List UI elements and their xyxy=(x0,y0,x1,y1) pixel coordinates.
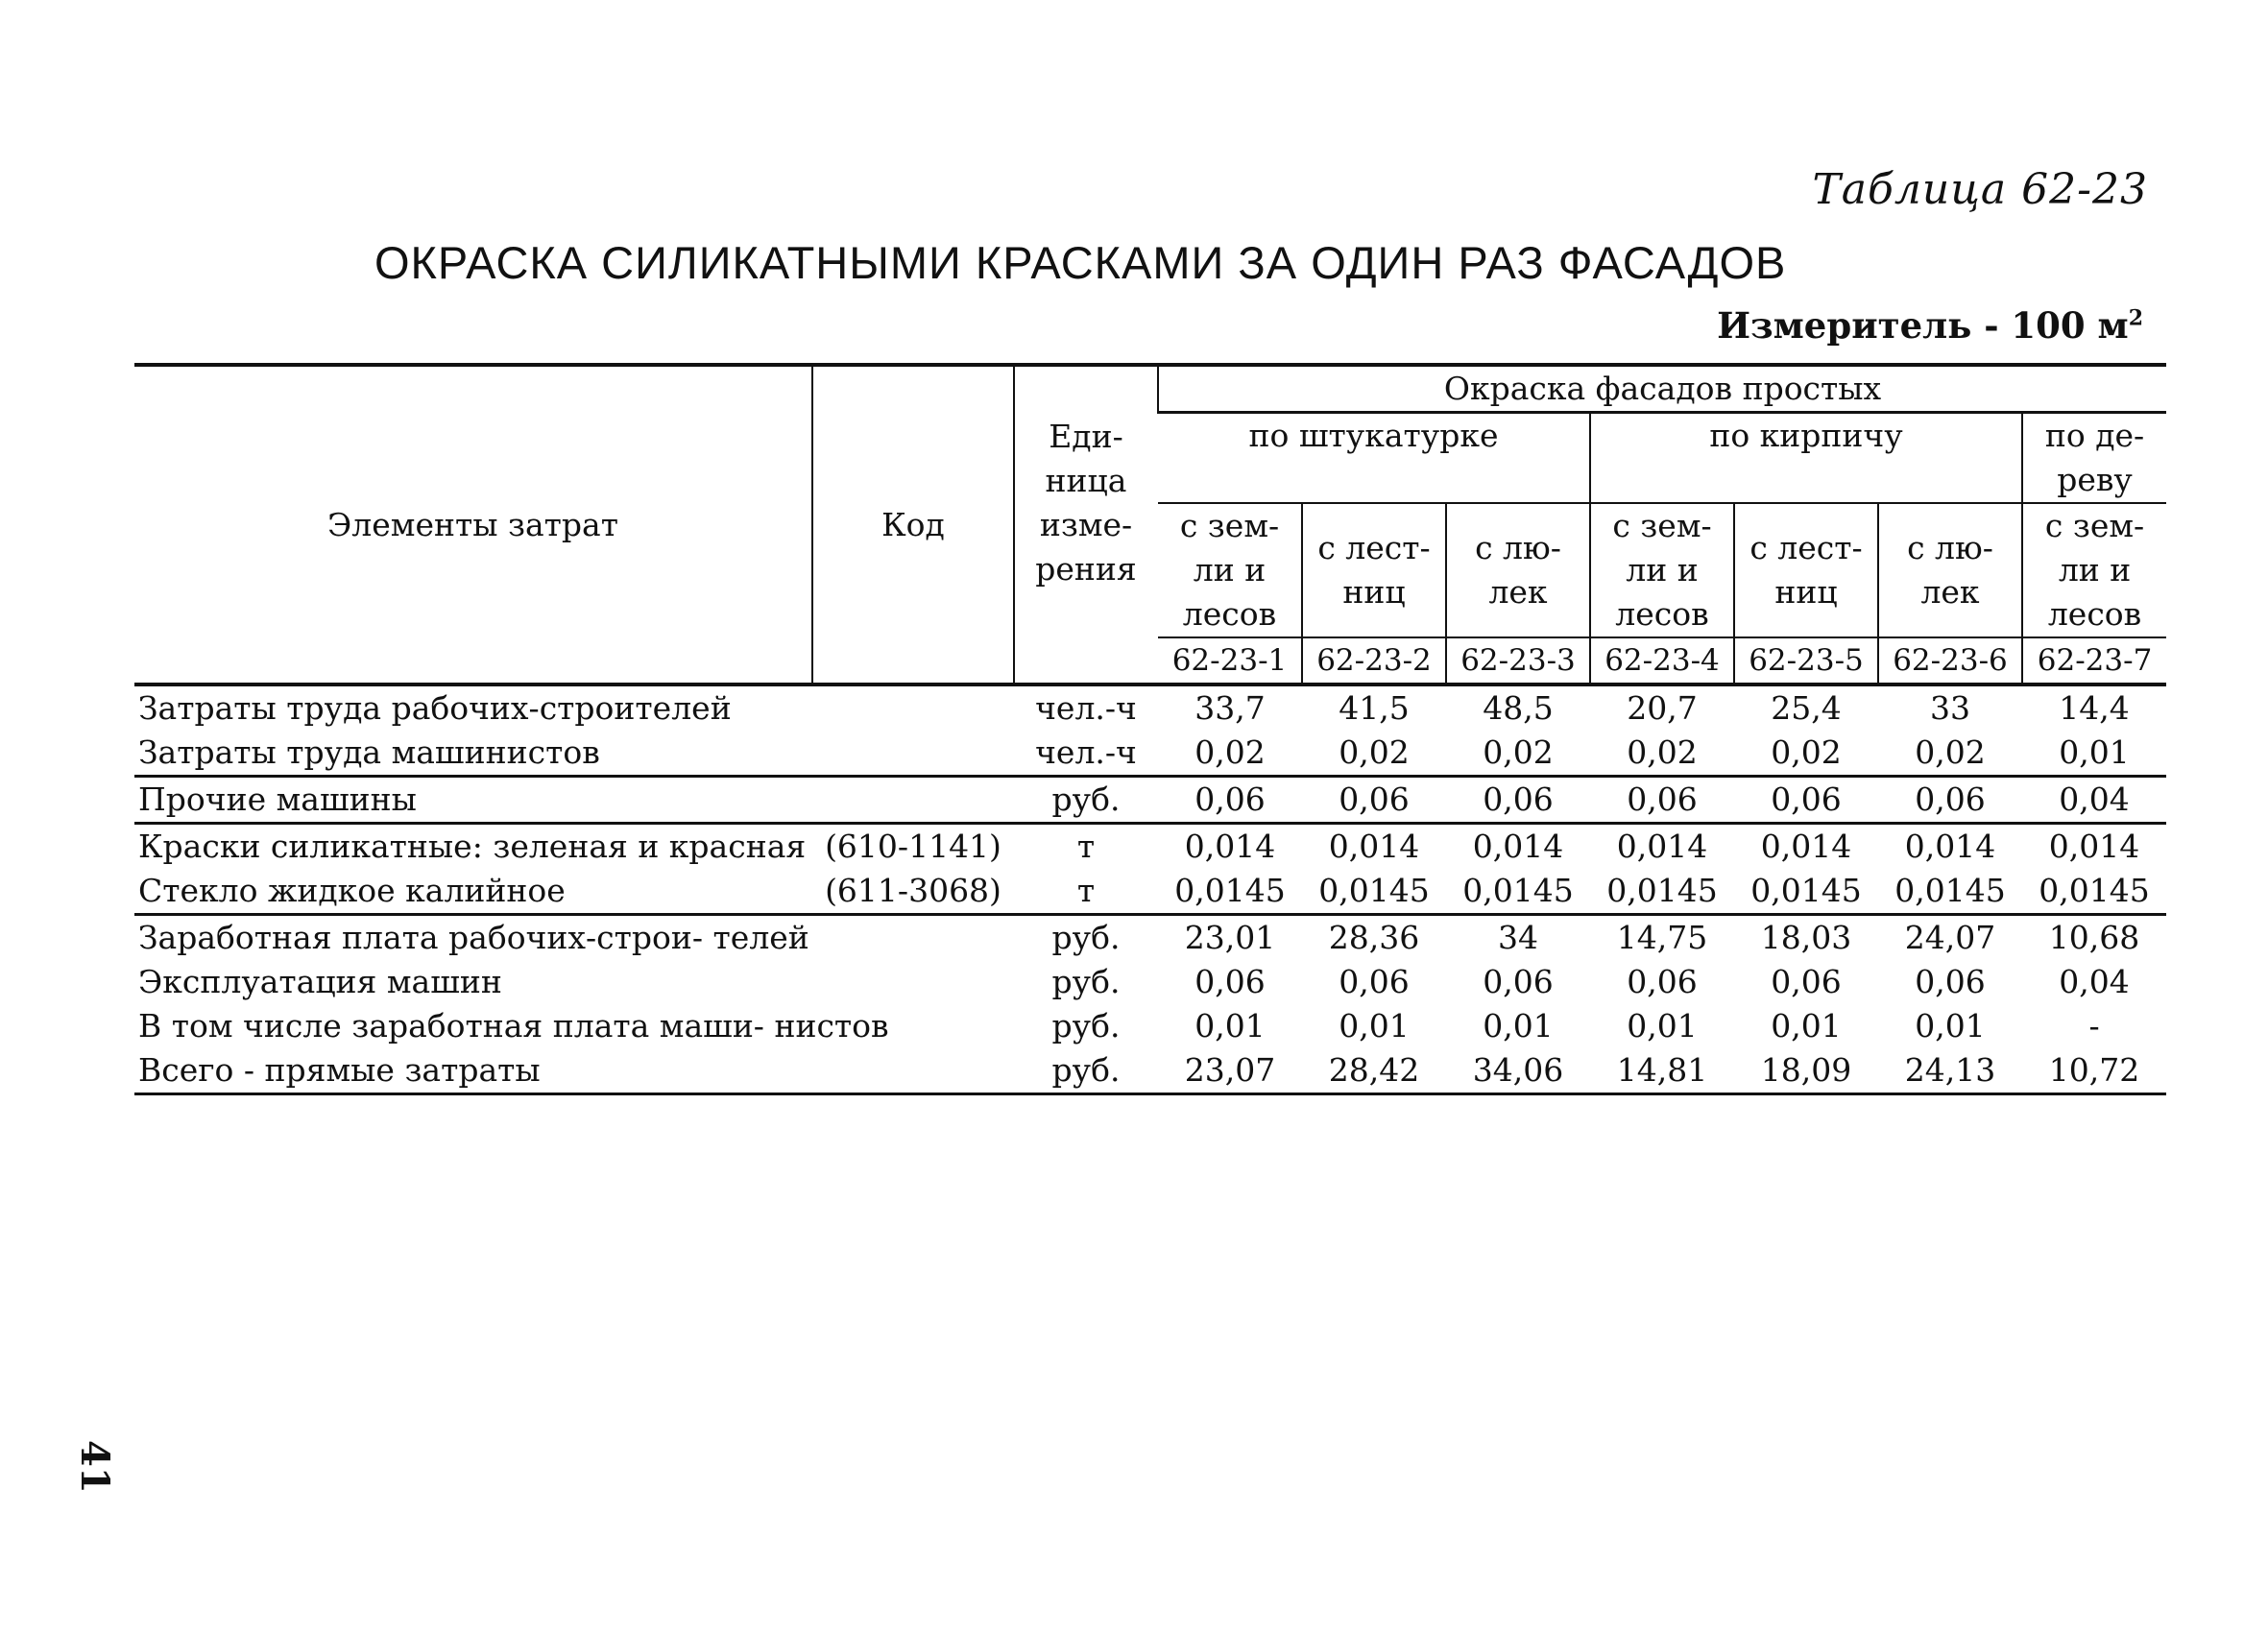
table-row xyxy=(134,824,2166,870)
header-unit: Еди- ница изме- рения xyxy=(1014,365,1158,684)
cell-unit: руб. xyxy=(1051,1007,1121,1045)
table-row xyxy=(134,777,2166,824)
cell-element: В том числе заработная плата маши- нистов xyxy=(138,1007,889,1045)
cell-element: Заработная плата рабочих-строи- телей xyxy=(138,919,809,956)
cell-value: 0,014 xyxy=(1328,828,1420,865)
cell-value: 0,014 xyxy=(2048,828,2140,865)
cell-value: 0,06 xyxy=(1915,963,1986,1000)
cell-unit: т xyxy=(1076,828,1096,865)
cell-value: 0,02 xyxy=(1878,731,2022,777)
header-sub-plaster: по штукатурке xyxy=(1158,413,1590,504)
cost-table xyxy=(134,363,2166,1095)
cell-element: Эксплуатация машин xyxy=(138,963,502,1000)
header-code-7: 62-23-7 xyxy=(2022,637,2166,684)
cell-value: 0,01 xyxy=(1483,1007,1554,1045)
header-code-1: 62-23-1 xyxy=(1158,637,1302,684)
cell-unit: руб. xyxy=(1051,963,1121,1000)
cell-value: 25,4 xyxy=(1771,689,1842,727)
cell-value: 23,07 xyxy=(1158,1048,1302,1094)
cell-value: 0,0145 xyxy=(2022,869,2166,915)
cell-element: Всего - прямые затраты xyxy=(134,1048,812,1094)
cell-value: 48,5 xyxy=(1483,689,1554,727)
cell-value: 20,7 xyxy=(1627,689,1698,727)
cell-value: 0,04 xyxy=(2059,963,2130,1000)
cell-value: 34 xyxy=(1498,919,1538,956)
cell-value: 10,68 xyxy=(2048,919,2140,956)
cell-value: 0,0145 xyxy=(1590,869,1734,915)
cell-code: (610-1141) xyxy=(825,828,1001,865)
cell-value: 0,0145 xyxy=(1734,869,1878,915)
cell-unit: т xyxy=(1014,869,1158,915)
table-body xyxy=(134,684,2166,1094)
cell-value: 14,4 xyxy=(2059,689,2130,727)
cell-value: 0,06 xyxy=(1590,777,1734,824)
cell-value: 0,01 xyxy=(2022,731,2166,777)
header-code-4: 62-23-4 xyxy=(1590,637,1734,684)
cell-value: 14,75 xyxy=(1616,919,1708,956)
table-row xyxy=(134,684,2166,731)
cell-value: 0,06 xyxy=(1302,777,1446,824)
cell-value: 10,72 xyxy=(2022,1048,2166,1094)
cell-value: 18,09 xyxy=(1734,1048,1878,1094)
measure-text: Измеритель - 100 м xyxy=(1717,304,2129,347)
cell-code xyxy=(812,684,1014,731)
cell-value: 33 xyxy=(1930,689,1970,727)
cell-unit: руб. xyxy=(1051,919,1121,956)
table-row xyxy=(134,1004,2166,1048)
cell-value: 0,06 xyxy=(1446,777,1590,824)
cell-value: 33,7 xyxy=(1194,689,1266,727)
cell-value: 0,02 xyxy=(1158,731,1302,777)
cell-element: Краски силикатные: зеленая и красная xyxy=(138,828,807,865)
table-label: Таблица 62-23 xyxy=(1812,165,2148,214)
cell-value: 0,02 xyxy=(1446,731,1590,777)
cell-value: 0,02 xyxy=(1590,731,1734,777)
measure-unit xyxy=(1717,304,2143,347)
cell-value: 14,81 xyxy=(1590,1048,1734,1094)
cell-value: 0,01 xyxy=(1915,1007,1986,1045)
header-sub-wood: по де- реву xyxy=(2022,413,2166,504)
header-sub-brick: по кирпичу xyxy=(1590,413,2022,504)
cell-value: 0,014 xyxy=(1472,828,1564,865)
measure-superscript: 2 xyxy=(2128,305,2143,331)
cell-value: 23,01 xyxy=(1184,919,1276,956)
table-header xyxy=(134,365,2166,684)
cell-value: 41,5 xyxy=(1339,689,1410,727)
cell-value: 0,06 xyxy=(1878,777,2022,824)
table-row xyxy=(134,1048,2166,1094)
cell-element: Прочие машины xyxy=(134,777,812,824)
cell-value: 24,13 xyxy=(1878,1048,2022,1094)
cell-value: 0,02 xyxy=(1302,731,1446,777)
cell-element: Затраты труда рабочих-строителей xyxy=(138,689,732,727)
cell-value: 0,04 xyxy=(2022,777,2166,824)
header-code-2: 62-23-2 xyxy=(1302,637,1446,684)
page-number: 41 xyxy=(72,1440,117,1494)
cell-value: 0,0145 xyxy=(1446,869,1590,915)
table-row xyxy=(134,869,2166,915)
header-col-2: с лест- ниц xyxy=(1302,503,1446,637)
cell-value: 0,06 xyxy=(1627,963,1698,1000)
cell-value: 0,014 xyxy=(1904,828,1996,865)
table-row xyxy=(134,960,2166,1004)
cell-unit: чел.-ч xyxy=(1035,689,1137,727)
header-elements: Элементы затрат xyxy=(327,505,618,543)
cell-value: 18,03 xyxy=(1760,919,1852,956)
table-row xyxy=(134,731,2166,777)
cell-value: 0,0145 xyxy=(1158,869,1302,915)
cell-value: 0,014 xyxy=(1184,828,1276,865)
cell-value: 0,06 xyxy=(1771,963,1842,1000)
header-col-1: с зем- ли и лесов xyxy=(1179,507,1280,633)
cell-value: 34,06 xyxy=(1446,1048,1590,1094)
cell-code xyxy=(812,777,1014,824)
table-row xyxy=(134,915,2166,961)
cell-value: 0,014 xyxy=(1616,828,1708,865)
cell-unit: руб. xyxy=(1014,777,1158,824)
cell-unit: чел.-ч xyxy=(1014,731,1158,777)
cell-value: 28,36 xyxy=(1328,919,1420,956)
header-code-3: 62-23-3 xyxy=(1446,637,1590,684)
cell-element: Затраты труда машинистов xyxy=(134,731,812,777)
cell-code xyxy=(812,731,1014,777)
cell-value: 0,0145 xyxy=(1878,869,2022,915)
cell-value: 0,01 xyxy=(1194,1007,1266,1045)
header-code-5: 62-23-5 xyxy=(1734,637,1878,684)
cell-unit: руб. xyxy=(1014,1048,1158,1094)
cell-code xyxy=(812,1048,1014,1094)
header-col-3: с лю- лек xyxy=(1446,503,1590,637)
cell-value: 0,014 xyxy=(1760,828,1852,865)
cell-value: 0,06 xyxy=(1158,777,1302,824)
document-title: ОКРАСКА СИЛИКАТНЫМИ КРАСКАМИ ЗА ОДИН РАЗ ФАСАДОВ xyxy=(374,237,1787,288)
cell-value: 0,01 xyxy=(1339,1007,1410,1045)
cell-value: 0,06 xyxy=(1734,777,1878,824)
cell-value: 0,01 xyxy=(1771,1007,1842,1045)
cell-value: 0,06 xyxy=(1483,963,1554,1000)
cell-value: 0,02 xyxy=(1734,731,1878,777)
cell-value: 28,42 xyxy=(1302,1048,1446,1094)
cell-code xyxy=(812,960,1014,1004)
header-col-4: с зем- ли и лесов xyxy=(1590,503,1734,637)
header-col-6: с лю- лек xyxy=(1878,503,2022,637)
cell-value: 0,0145 xyxy=(1302,869,1446,915)
cell-code: (611-3068) xyxy=(812,869,1014,915)
header-code-6: 62-23-6 xyxy=(1878,637,2022,684)
header-code: Код xyxy=(812,365,1014,684)
cell-value: 24,07 xyxy=(1904,919,1996,956)
header-group-main: Окраска фасадов простых xyxy=(1158,365,2166,413)
header-col-5: с лест- ниц xyxy=(1734,503,1878,637)
cell-value: 0,01 xyxy=(1627,1007,1698,1045)
cell-value: 0,06 xyxy=(1194,963,1266,1000)
header-col-7: с зем- ли и лесов xyxy=(2022,503,2166,637)
cell-value: 0,06 xyxy=(1339,963,1410,1000)
cell-code xyxy=(812,915,1014,961)
cell-value: - xyxy=(2088,1007,2100,1045)
cell-element: Стекло жидкое калийное xyxy=(134,869,812,915)
